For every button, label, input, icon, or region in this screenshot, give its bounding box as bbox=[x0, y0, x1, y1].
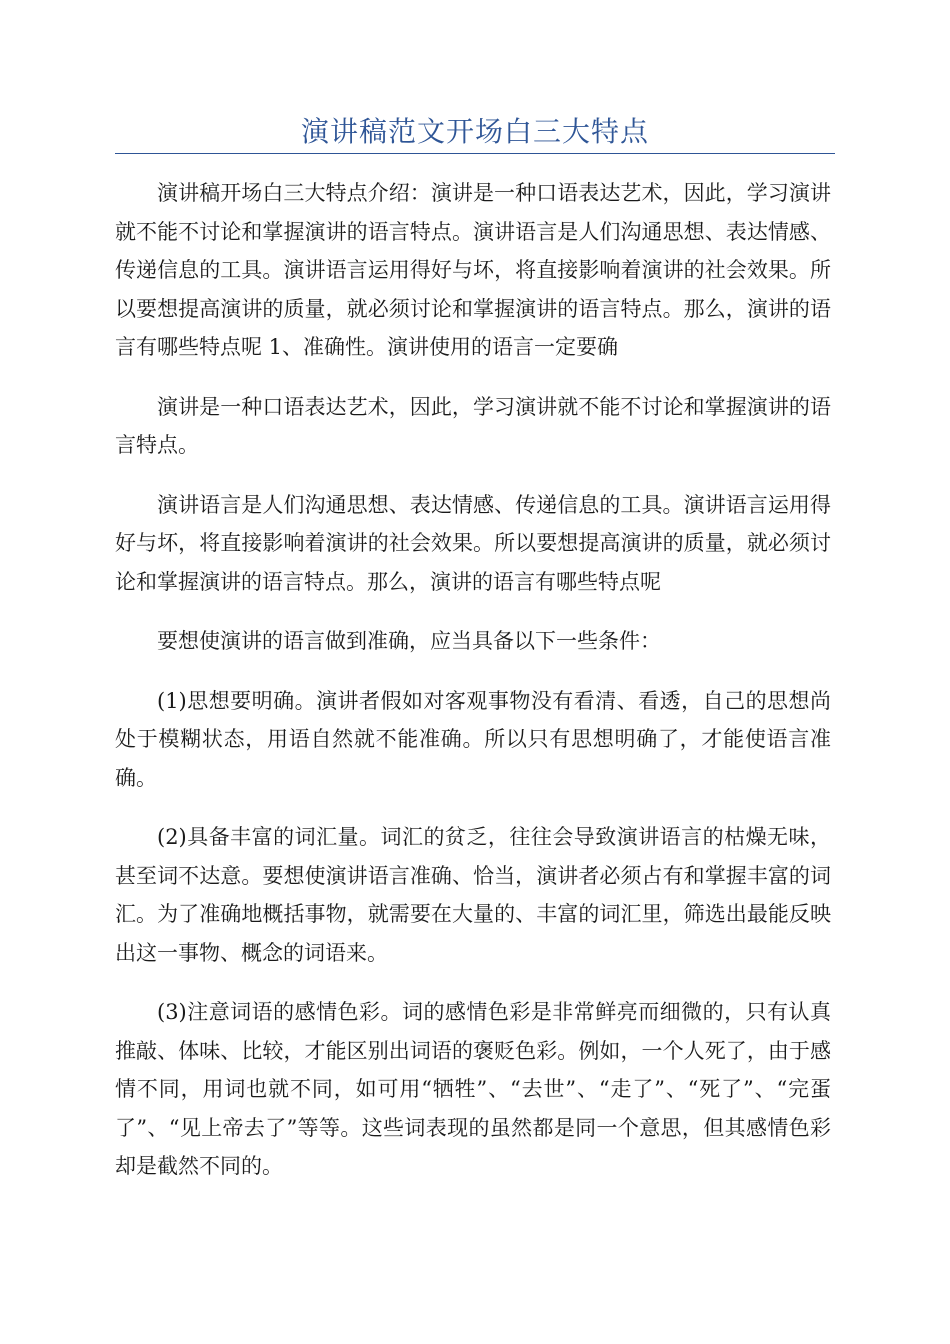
page-title: 演讲稿范文开场白三大特点 bbox=[300, 115, 649, 148]
document-body bbox=[115, 174, 831, 1207]
paragraph-oral-art: 演讲是一种口语表达艺术，因此，学习演讲就不能不讨论和掌握演讲的语言特点。 bbox=[115, 394, 831, 457]
paragraph-item-2: (2)具备丰富的词汇量。词汇的贫乏，往往会导致演讲语言的枯燥无味，甚至词不达意。要想使演讲语言准确、恰当，演讲者必须占有和掌握丰富的词汇。为了准确地概括事物，就需要在大量的、丰富的词汇里，筛选出最能反映出这一事物、概念的词语来。 bbox=[115, 825, 831, 965]
title-underline bbox=[115, 153, 835, 154]
paragraph-intro: 演讲稿开场白三大特点介绍：演讲是一种口语表达艺术，因此，学习演讲就不能不讨论和掌握演讲的语言特点。演讲语言是人们沟通思想、表达情感、传递信息的工具。演讲语言运用得好与坏，将直接影响着演讲的社会效果。所以要想提高演讲的质量，就必须讨论和掌握演讲的语言特点。那么，演讲的语言有哪些特点呢 1、准确性。演讲使用的语言一定要确 bbox=[115, 181, 831, 359]
paragraph-conditions: 要想使演讲的语言做到准确，应当具备以下一些条件： bbox=[157, 629, 661, 653]
paragraph-language-tool: 演讲语言是人们沟通思想、表达情感、传递信息的工具。演讲语言运用得好与坏，将直接影响着演讲的社会效果。所以要想提高演讲的质量，就必须讨论和掌握演讲的语言特点。那么，演讲的语言有哪些特点呢 bbox=[115, 492, 831, 594]
paragraph-item-3: (3)注意词语的感情色彩。词的感情色彩是非常鲜亮而细微的，只有认真推敲、体味、比较，才能区别出词语的褒贬色彩。例如，一个人死了，由于感情不同，用词也就不同，如可用“牺牲”、“去世”、“走了”、“死了”、“完蛋了”、“见上帝去了”等等。这些词表现的虽然都是同一个意思，但其感情色彩却是截然不同的。 bbox=[115, 1000, 831, 1178]
paragraph-item-1: (1)思想要明确。演讲者假如对客观事物没有看清、看透，自己的思想尚处于模糊状态，用语自然就不能准确。所以只有思想明确了，才能使语言准确。 bbox=[115, 688, 831, 790]
